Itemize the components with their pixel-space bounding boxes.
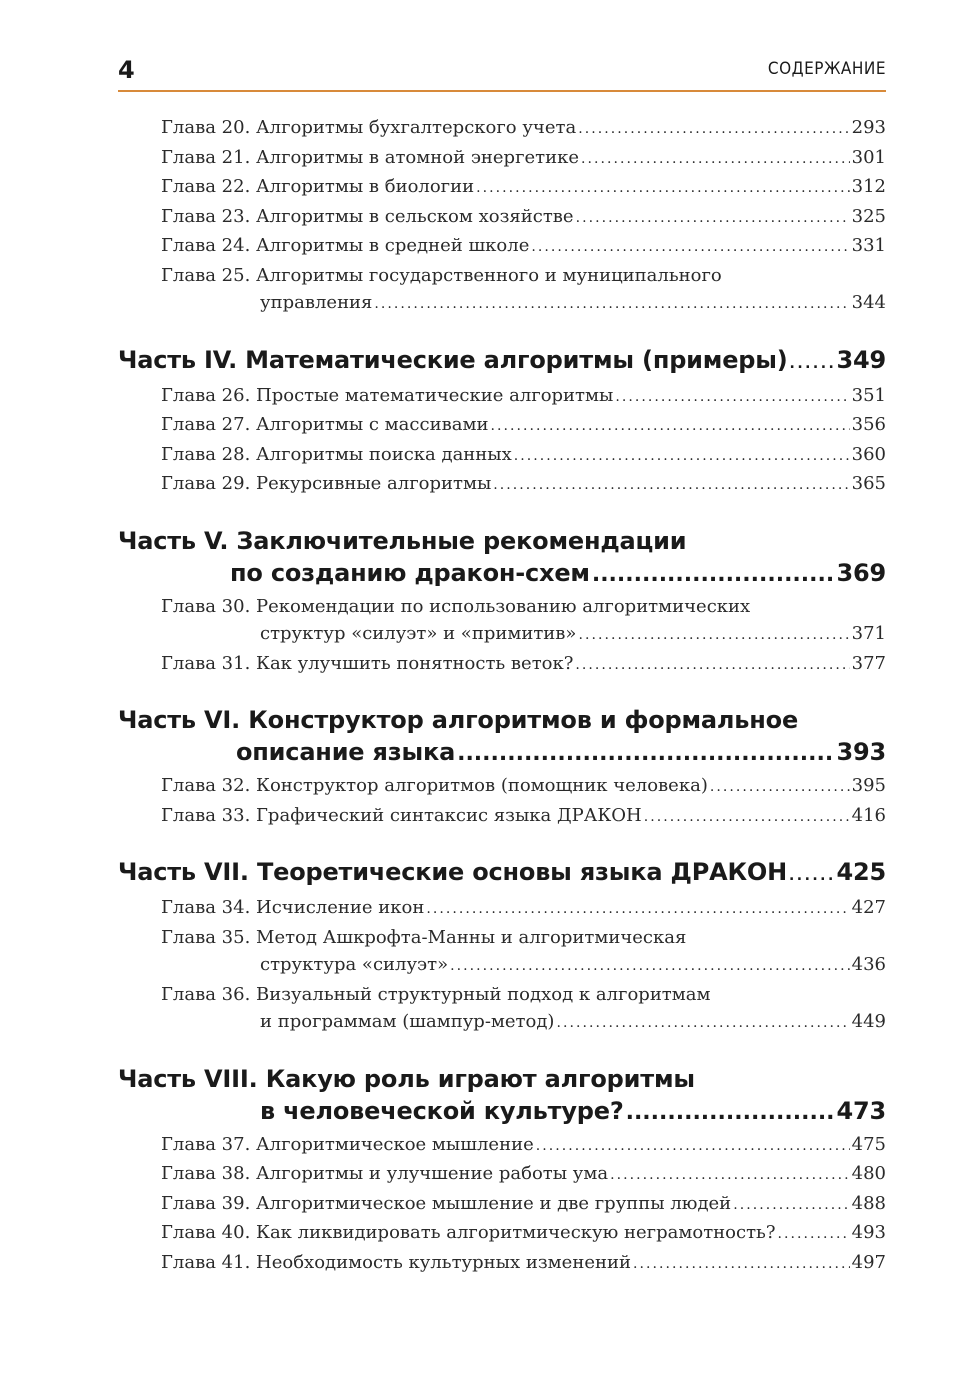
page-ref: 356 [851,414,886,435]
entry-title: Глава 34. Исчисление икон [161,897,425,918]
dot-leader [710,772,850,802]
page-ref: 331 [851,235,886,256]
dot-leader [576,203,850,233]
chapter-title-line1: Глава 35. Метод Ашкрофта-Манны и алгоритмическая [161,926,687,948]
entry-title: Глава 41. Необходимость культурных изменений [161,1251,631,1273]
page-ref: 493 [851,1222,886,1243]
dot-leader [457,736,834,770]
entry-title: Глава 38. Алгоритмы и улучшение работы ума [161,1163,609,1184]
dot-leader [633,1249,850,1279]
entry-title: Глава 39. Алгоритмическое мышление и две группы людей [161,1192,732,1214]
toc-part-7[interactable] [118,856,886,892]
chapter-title-line2: структура «силуэт» [260,954,449,975]
toc-chapter-32[interactable] [161,772,886,802]
dot-leader [578,114,849,144]
dot-leader [592,557,835,591]
dot-leader [450,951,850,981]
dot-leader [426,894,849,924]
dot-leader [536,1131,850,1161]
page-ref: 497 [851,1251,886,1273]
toc-chapter-33[interactable] [161,802,886,832]
entry-title: Глава 20. Алгоритмы бухгалтерского учета [161,117,577,138]
toc-chapter-30[interactable] [161,593,886,650]
toc-chapter-22[interactable] [161,173,886,203]
dot-leader [514,441,850,471]
page-ref: 365 [851,473,886,494]
page-ref: 293 [851,117,886,138]
dot-leader [374,289,849,319]
part-title-line1: Часть V. Заключительные рекомендации [118,526,687,555]
part-title-line1: Часть VIII. Какую роль играют алгоритмы [118,1064,695,1093]
chapter-title-line2: и программам (шампур-метод) [260,1011,555,1032]
toc-chapter-34[interactable] [161,894,886,924]
page-ref: 480 [851,1163,886,1184]
page-ref: 351 [851,384,886,406]
entry-title: Глава 32. Конструктор алгоритмов (помощник человека) [161,775,708,796]
page-ref: 416 [851,804,886,826]
toc-chapter-21[interactable] [161,144,886,174]
entry-title: Часть VII. Теоретические основы языка ДРАКОН [118,858,787,886]
page-ref: 427 [851,897,886,918]
entry-title: Глава 21. Алгоритмы в атомной энергетике [161,146,580,168]
toc-part-4[interactable] [118,344,886,380]
toc-chapter-23[interactable] [161,203,886,233]
toc-chapter-38[interactable] [161,1160,886,1190]
page-ref: 473 [836,1096,886,1125]
page-ref: 393 [836,738,886,766]
toc-chapter-36[interactable] [161,981,886,1038]
entry-title: Глава 29. Рекурсивные алгоритмы [161,473,492,494]
entry-title: Глава 33. Графический синтаксис языка ДРАКОН [161,804,642,826]
dot-leader [493,470,849,500]
page-ref: 449 [851,1011,886,1032]
chapter-title-line2: структур «силуэт» и «примитив» [260,623,577,644]
toc-chapter-20[interactable] [161,114,886,144]
toc-part-5[interactable] [118,525,886,591]
toc-chapter-40[interactable] [161,1219,886,1249]
page-ref: 349 [836,345,886,374]
running-title: СОДЕРЖАНИЕ [767,59,886,79]
entry-title: Глава 26. Простые математические алгоритмы [161,384,614,406]
page-header [118,52,886,92]
part-title-line2: в человеческой культуре? [260,1096,624,1125]
chapter-title-line1: Глава 30. Рекомендации по использованию алгоритмических [161,595,751,617]
page-ref: 360 [851,443,886,465]
page-ref: 377 [851,652,886,674]
page-ref: 395 [851,775,886,796]
entry-title: Часть IV. Математические алгоритмы (примеры) [118,345,788,374]
entry-title: Глава 23. Алгоритмы в сельском хозяйстве [161,205,574,227]
page-ref: 312 [851,176,886,197]
toc-chapter-41[interactable] [161,1249,886,1279]
dot-leader [733,1190,849,1220]
entry-title: Глава 37. Алгоритмическое мышление [161,1133,534,1155]
page-ref: 475 [851,1133,886,1155]
page-ref: 301 [851,146,886,168]
dot-leader [777,1219,849,1249]
dot-leader [476,173,850,203]
toc-chapter-31[interactable] [161,650,886,680]
page-ref: 344 [851,292,886,313]
toc-chapter-35[interactable] [161,924,886,981]
chapter-title-line1: Глава 36. Визуальный структурный подход к алгоритмам [161,983,711,1005]
entry-title: Глава 40. Как ликвидировать алгоритмическую неграмотность? [161,1222,776,1243]
dot-leader [615,382,849,412]
table-of-contents [118,114,886,1278]
dot-leader [490,411,849,441]
dot-leader [790,344,835,380]
dot-leader [626,1095,835,1129]
toc-chapter-28[interactable] [161,441,886,471]
toc-chapter-39[interactable] [161,1190,886,1220]
dot-leader [531,232,849,262]
dot-leader [610,1160,850,1190]
toc-part-8[interactable] [118,1063,886,1129]
toc-chapter-27[interactable] [161,411,886,441]
chapter-title-line1: Глава 25. Алгоритмы государственного и муниципального [161,264,722,286]
part-title-line1: Часть VI. Конструктор алгоритмов и формальное [118,706,799,734]
toc-chapter-26[interactable] [161,382,886,412]
toc-part-6[interactable] [118,704,886,770]
part-title-line2: описание языка [236,738,456,766]
dot-leader [575,650,849,680]
page-ref: 371 [851,623,886,644]
entry-title: Глава 24. Алгоритмы в средней школе [161,235,530,256]
page-number: 4 [118,56,135,84]
part-title-line2: по созданию дракон-схем [230,558,590,587]
entry-title: Глава 22. Алгоритмы в биологии [161,176,475,197]
toc-chapter-24[interactable] [161,232,886,262]
entry-title: Глава 28. Алгоритмы поиска данных [161,443,512,465]
chapter-title-line2: управления [260,292,373,313]
dot-leader [644,802,850,832]
page-ref: 369 [836,558,886,587]
entry-title: Глава 31. Как улучшить понятность веток? [161,652,574,674]
toc-chapter-25[interactable] [161,262,886,319]
dot-leader [789,856,835,892]
toc-chapter-29[interactable] [161,470,886,500]
dot-leader [556,1008,849,1038]
page-ref: 488 [851,1192,886,1214]
dot-leader [578,620,849,650]
toc-chapter-37[interactable] [161,1131,886,1161]
entry-title: Глава 27. Алгоритмы с массивами [161,414,489,435]
page-ref: 425 [836,858,886,886]
page-ref: 436 [851,954,886,975]
page-ref: 325 [851,205,886,227]
dot-leader [581,144,850,174]
